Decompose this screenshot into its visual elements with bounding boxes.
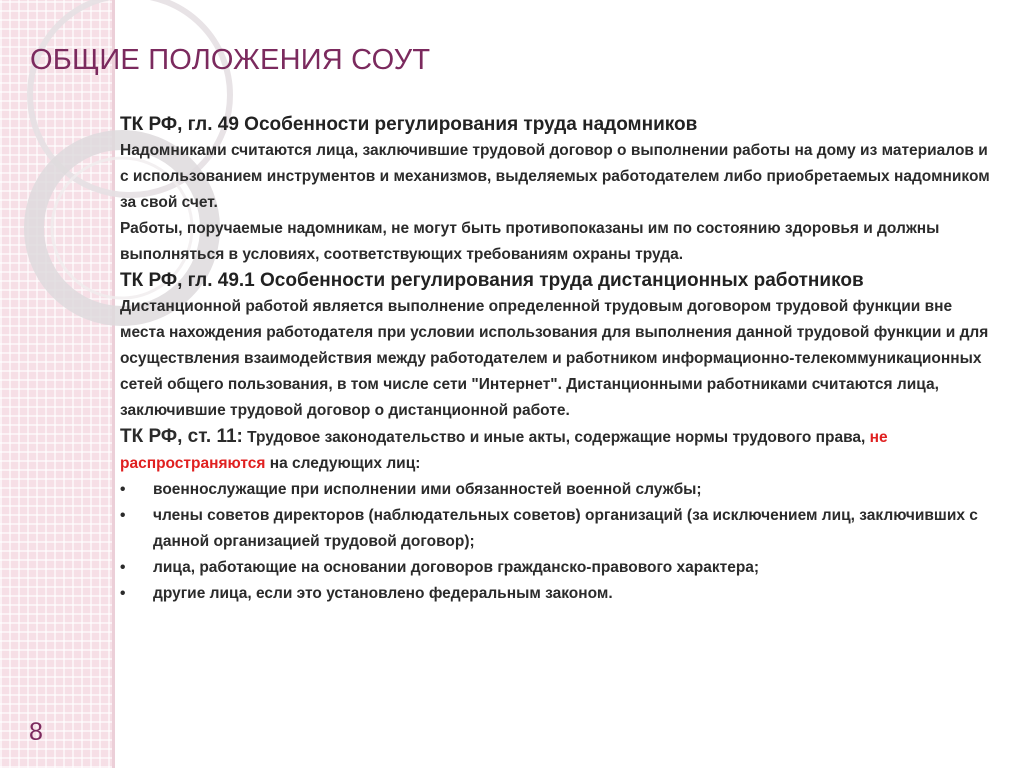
section-heading-homeworkers: ТК РФ, гл. 49 Особенности регулирования труда надомников (120, 114, 698, 135)
list-item: • лица, работающие на основании договоров гражданско-правового характера; (120, 555, 1000, 581)
art11-text-after: на следующих лиц: (265, 455, 421, 472)
list-item: • члены советов директоров (наблюдательных советов) организаций (за исключением лиц, заключивших с данной организацией трудовой договор); (120, 503, 1000, 555)
exclusion-list (120, 477, 1000, 607)
article-11-paragraph (120, 424, 1000, 477)
section-heading-remote: ТК РФ, гл. 49.1 Особенности регулирования труда дистанционных работников (120, 270, 864, 291)
homeworkers-definition: Надомниками считаются лица, заключившие трудовой договор о выполнении работы на дому из материалов и с использованием инструментов и механизмов, выделяемых работодателем либо приобретаемых надомником за свой счет. (120, 142, 990, 211)
page-number: 8 (29, 718, 43, 746)
bullet-icon: • (120, 507, 126, 524)
bullet-icon: • (120, 481, 126, 498)
slide-content (120, 112, 1000, 607)
list-item: • военнослужащие при исполнении ими обязанностей военной службы; (120, 477, 1000, 503)
bullet-icon: • (120, 559, 126, 576)
remote-definition: Дистанционной работой является выполнение определенной трудовым договором трудовой функции вне места нахождения работодателя при условии использования для выполнения данной трудовой функции и для осуществления взаимодействия между работодателем и работником информационно-телекоммуникационных сетей общего пользования, в том числе сети "Интернет". Дистанционными работниками считаются лица, заключившие трудовой договор о дистанционной работе. (120, 298, 989, 419)
homeworkers-restrictions: Работы, поручаемые надомникам, не могут быть противопоказаны им по состоянию здоровья и должны выполняться в условиях, соответствующих требованиям охраны труда. (120, 220, 940, 263)
art11-text-before: Трудовое законодательство и иные акты, содержащие нормы трудового права, (242, 429, 870, 446)
section-heading-art11: ТК РФ, ст. 11: (120, 426, 243, 447)
list-item: • другие лица, если это установлено федеральным законом. (120, 581, 1000, 607)
bullet-icon: • (120, 585, 126, 602)
art11-highlight: не распространяются (120, 429, 888, 472)
slide-title: ОБЩИЕ ПОЛОЖЕНИЯ СОУТ (30, 44, 431, 76)
